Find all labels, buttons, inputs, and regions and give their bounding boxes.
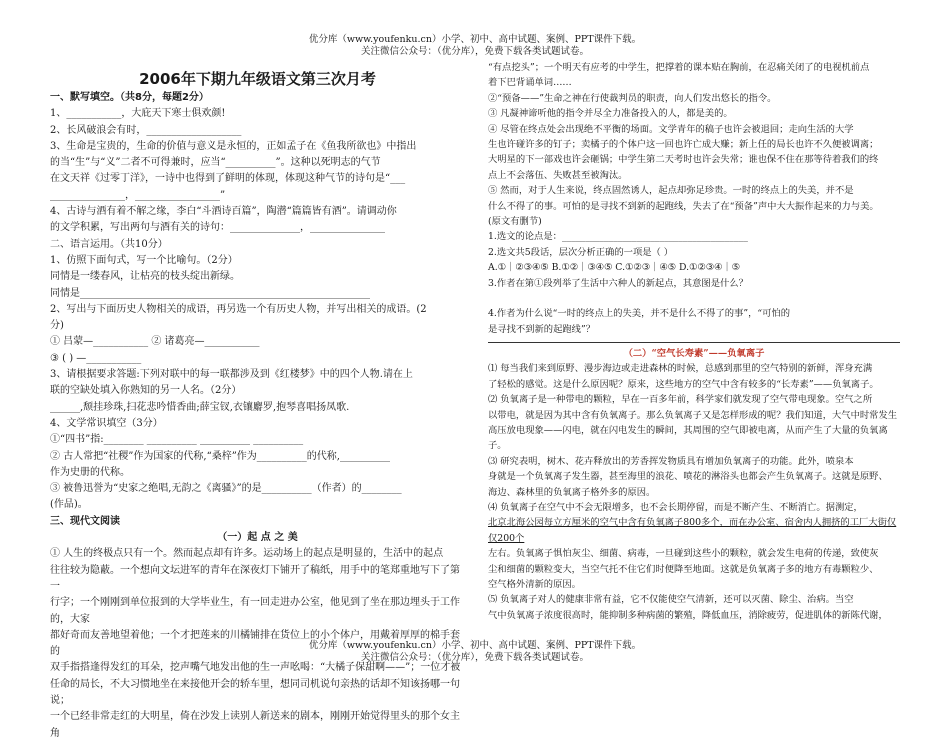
answer-space [488,291,900,306]
passage-line: ⑷ 负氧离子在空气中不会无限增多，也不会长期停留，而是不断产生、不断消亡。据测定， [488,501,863,513]
passage-line: 空气格外清新的原因。 [488,579,581,590]
question-line: 在文天祥《过零丁洋》，一诗中也得到了鲜明的体现，体现这种气节的诗句是“___ [50,173,406,185]
question-line: _______________，_________________” [50,189,226,201]
question-line: ③ 被鲁迅誉为“史家之绝唱,无韵之《离骚》”的是__________（作者）的________ [50,483,402,495]
page-footer [0,640,950,664]
passage-line: ① 人生的终极点只有一个。然而起点却有许多。运动场上的起点是明显的，生活中的起点 [50,548,444,560]
passage-line: ②“预备——”生命之神在行使裁判员的职责，向人们发出悠长的指令。 [488,92,777,104]
question-line: 是寻找不到新的起跑线”？ [488,323,596,335]
passage-line: ⑶ 研究表明，树木、花卉释放出的芳香挥发物质具有增加负氧离子的功能。此外，喷泉本 [488,455,854,467]
passage-1-title: （一）起 点 之 美 [217,532,298,544]
passage-line: 尘和细菌的颗粒变大，当空气托不住它们时便降至地面。这就是负氧离子多的地方有毒颗粒少、 [488,563,879,575]
passage-line: 气中负氧离子浓度很高时，能抑制多种病菌的繁殖，降低血压，消除疲劳，促进肌体的新陈代谢， [488,609,888,621]
question-line: 4.作者为什么说“一时的终点上的失美，并不是什么不得了的事”，“可怕的 [488,308,791,320]
question-line: 同情是一缕春风，让枯亮的枝头绽出新绿。 [50,271,240,283]
question-line: 3.作者在第①段列举了生活中六种人的新起点，其意图是什么？ [488,277,748,289]
passage-line: 点上不会落伍、失败甚至被淘汰。 [488,169,628,181]
passage-line: 行字；一个刚刚到单位报到的大学毕业生，有一回走进办公室，他见到了坐在那边埋头于工作的，大家 [50,597,460,625]
passage-line: 了轻松的感觉。这是什么原因呢？原来，这些地方的空气中含有较多的“长寿素”——负氧离子。 [488,378,879,390]
question-line: 2.选文共5段话，层次分析正确的一项是（ ） [488,246,674,258]
passage-line: ⑴ 每当我们来到原野、漫步海边或走进森林的时候，总感到那里的空气特别的新鲜，浑身充满 [488,363,873,375]
page-header [0,34,950,58]
passage-line: ⑸ 负氧离子对人的健康非常有益，它不仅能使空气清新，还可以灭菌、除尘、治病。当空 [488,594,854,606]
passage-line: 海边、森林里的负氧离子格外多的原因。 [488,486,656,498]
question-line: 分) [50,320,64,332]
question-line: 4、文学常识填空（3分） [50,417,163,429]
question-line: 2、长风破浪会有时，___________________ [50,124,242,136]
passage-line: ⑵ 负氧离子是一种带电的颗粒，早在一百多年前，科学家们就发现了空气带电现象。空气之所 [488,394,873,406]
question-line: 联的空缺处填入你熟知的另一人名。（2分） [50,385,242,397]
footer-line-2: 关注微信公众号：（优分库），免费下载各类试题试卷。 [360,652,589,663]
question-line: 4、古诗与酒有着不解之缘，李白“斗酒诗百篇”，陶潜“篇篇皆有酒”。请调动你 [50,206,397,218]
question-line: 3、生命是宝贵的，生命的价值与意义是永恒的，正如孟子在《鱼我所欲也》中指出 [50,140,417,152]
question-line: 1、仿照下面句式，写一个比喻句。（2分） [50,254,238,266]
footer-line-1: 优分库（www.youfenku.cn）小学、初中、高中试题、案例、PPT课件下载。 [308,640,642,651]
question-line: 作为史册的代称。 [50,466,130,478]
passage-line: 身就是一个负氧离子发生器，甚至海里的浪花、喷花的淋浴头也都会产生负氧离子。这就是原野、 [488,471,888,483]
passage-line: ④ 尽管在终点处会出现绝不平衡的场面。文学青年的稿子也许会被退回；走向生活的大学 [488,123,854,135]
right-column [488,60,900,623]
passage-line: 以带电，就是因为其中含有负氧离子。那么负氧离子又是怎样形成的呢？我们知道，大气中时常发生 [488,409,898,421]
passage-line: 着下巴背诵单词…… [488,77,572,89]
question-line: (作品)。 [50,499,88,511]
header-line-2: 关注微信公众号：（优分库），免费下载各类试题试卷。 [360,46,589,57]
question-line: ③ ( ) —___________ [50,352,142,364]
section-1-heading: 一、默写填空。（共8分，每题2分） [50,92,209,103]
passage-line: 往往较为隐蔽。一个想向文坛进军的青年在深夜灯下铺开了稿纸，用手中的笔郑重地写下了第一 [50,564,460,592]
passage-line: 双手指搭逢得发红的耳朵，挖声嘴气地发出他的生一声吆喝：“大橘子保甜啊——”；一位才被 [50,662,461,674]
passage-line: 高压放电现象——闪电，就在闪电发生的瞬间，其周围的空气即被电离，从而产生了大量的负氧离子。 [488,424,888,452]
question-line: 的文学积累，写出两句与酒有关的诗句：______________，_______________ [50,222,385,234]
passage-line: “有点挖头”；一个明天有应考的中学生，把撑着的课本贴在胸前，在忍痛关闭了的电视机前点 [488,62,870,73]
passage-line: ⑤ 然而，对于人生来说，终点固然诱人，起点却弥足珍贵。一时的终点上的失美，并不是 [488,185,854,197]
question-line: ② 古人常把“社稷”作为国家的代称,“桑梓”作为__________的代称,__________ [50,450,390,462]
passage-line-underlined: 北京北海公园每立方厘米的空气中含有负氧离子800多个，而在办公室、宿舍内人拥挤的工厂大街仅仅200个 [488,517,897,544]
header-line-1: 优分库（www.youfenku.cn）小学、初中、高中试题、案例、PPT课件下载。 [308,34,642,45]
passage-line: ③ 凡凝神谛听他的指令并尽全力准备投入的人，都是美的。 [488,108,733,120]
question-line: 同情是__________________________________________________________ [50,287,370,299]
question-line: ①“四书”指:________ __________ __________ __________ [50,434,304,446]
question-line: ______,颓挂珍珠,扫花悲吟惜香曲;薛宝钗,衣镶麝罗,抱琴喜唱扬凤歌. [50,401,350,413]
question-line: 1、___________，大庇天下寒士俱欢颜! [50,108,226,120]
divider [488,342,900,343]
passage-line: 左右。负氧离子惧怕灰尘、细菌、病毒，一旦碰到这些小的颗粒，就会发生电荷的传递，致使灰 [488,548,879,560]
question-line: 2、写出与下面历史人物相关的成语，再另选一个有历史人物，并写出相关的成语。(2 [50,303,427,315]
question-line: 1.选文的论点是：________________________________________ [488,231,748,243]
passage-line: 生也许碰许多的钉子；卖橘子的个体户这一回也许亡成大赚；新上任的局长也许不久便被调离； [488,139,879,151]
source-note: (原文有删节) [488,216,542,228]
passage-line: 大明星的下一部戏也许会砸锅；中学生第二天考时也许会失常；谁也保不住在那等待着我们的终 [488,154,879,166]
question-line: 3、请根据要求答题:下列对联中的每一联都涉及到《红楼梦》中的四个人物.请在上 [50,369,413,381]
section-3-heading: 三、现代文阅读 [50,515,120,527]
passage-line: 都好奇而友善地望着他；一个才把莲来的川橘铺排在货位上的小个体户，用戴着厚厚的棉手套的 [50,629,460,658]
exam-title: 2006年下期九年级语文第三次月考 [139,70,376,88]
passage-line: 一个已经非常走红的大明星，倚在沙发上读别人新送来的剧本，刚刚开始觉得里头的那个女主角 [50,711,460,739]
passage-2-title: （二）“空气长寿素”——负氧离子 [623,347,765,359]
question-options: A.①｜②③④⑤ B.①②｜③④⑤ C.①②③｜④⑤ D.①②③④｜⑤ [488,262,741,274]
question-line: 的当“生”与“义”二者不可得兼时，应当“__________”。这种以死明志的气节 [50,157,381,169]
question-line: ① 吕蒙—___________ ② 诸葛亮—___________ [50,336,260,348]
section-2-heading: 二、语言运用。（共10分） [50,238,168,250]
passage-line: 任命的局长，不大习惯地坐在来接他开会的轿车里，想同司机说句亲热的话却不知该扬哪一句说； [50,678,460,706]
passage-line: 什么不得了的事。可怕的是寻找不到新的起跑线，失去了在“预备”声中大大振作起来的力与美。 [488,200,879,212]
